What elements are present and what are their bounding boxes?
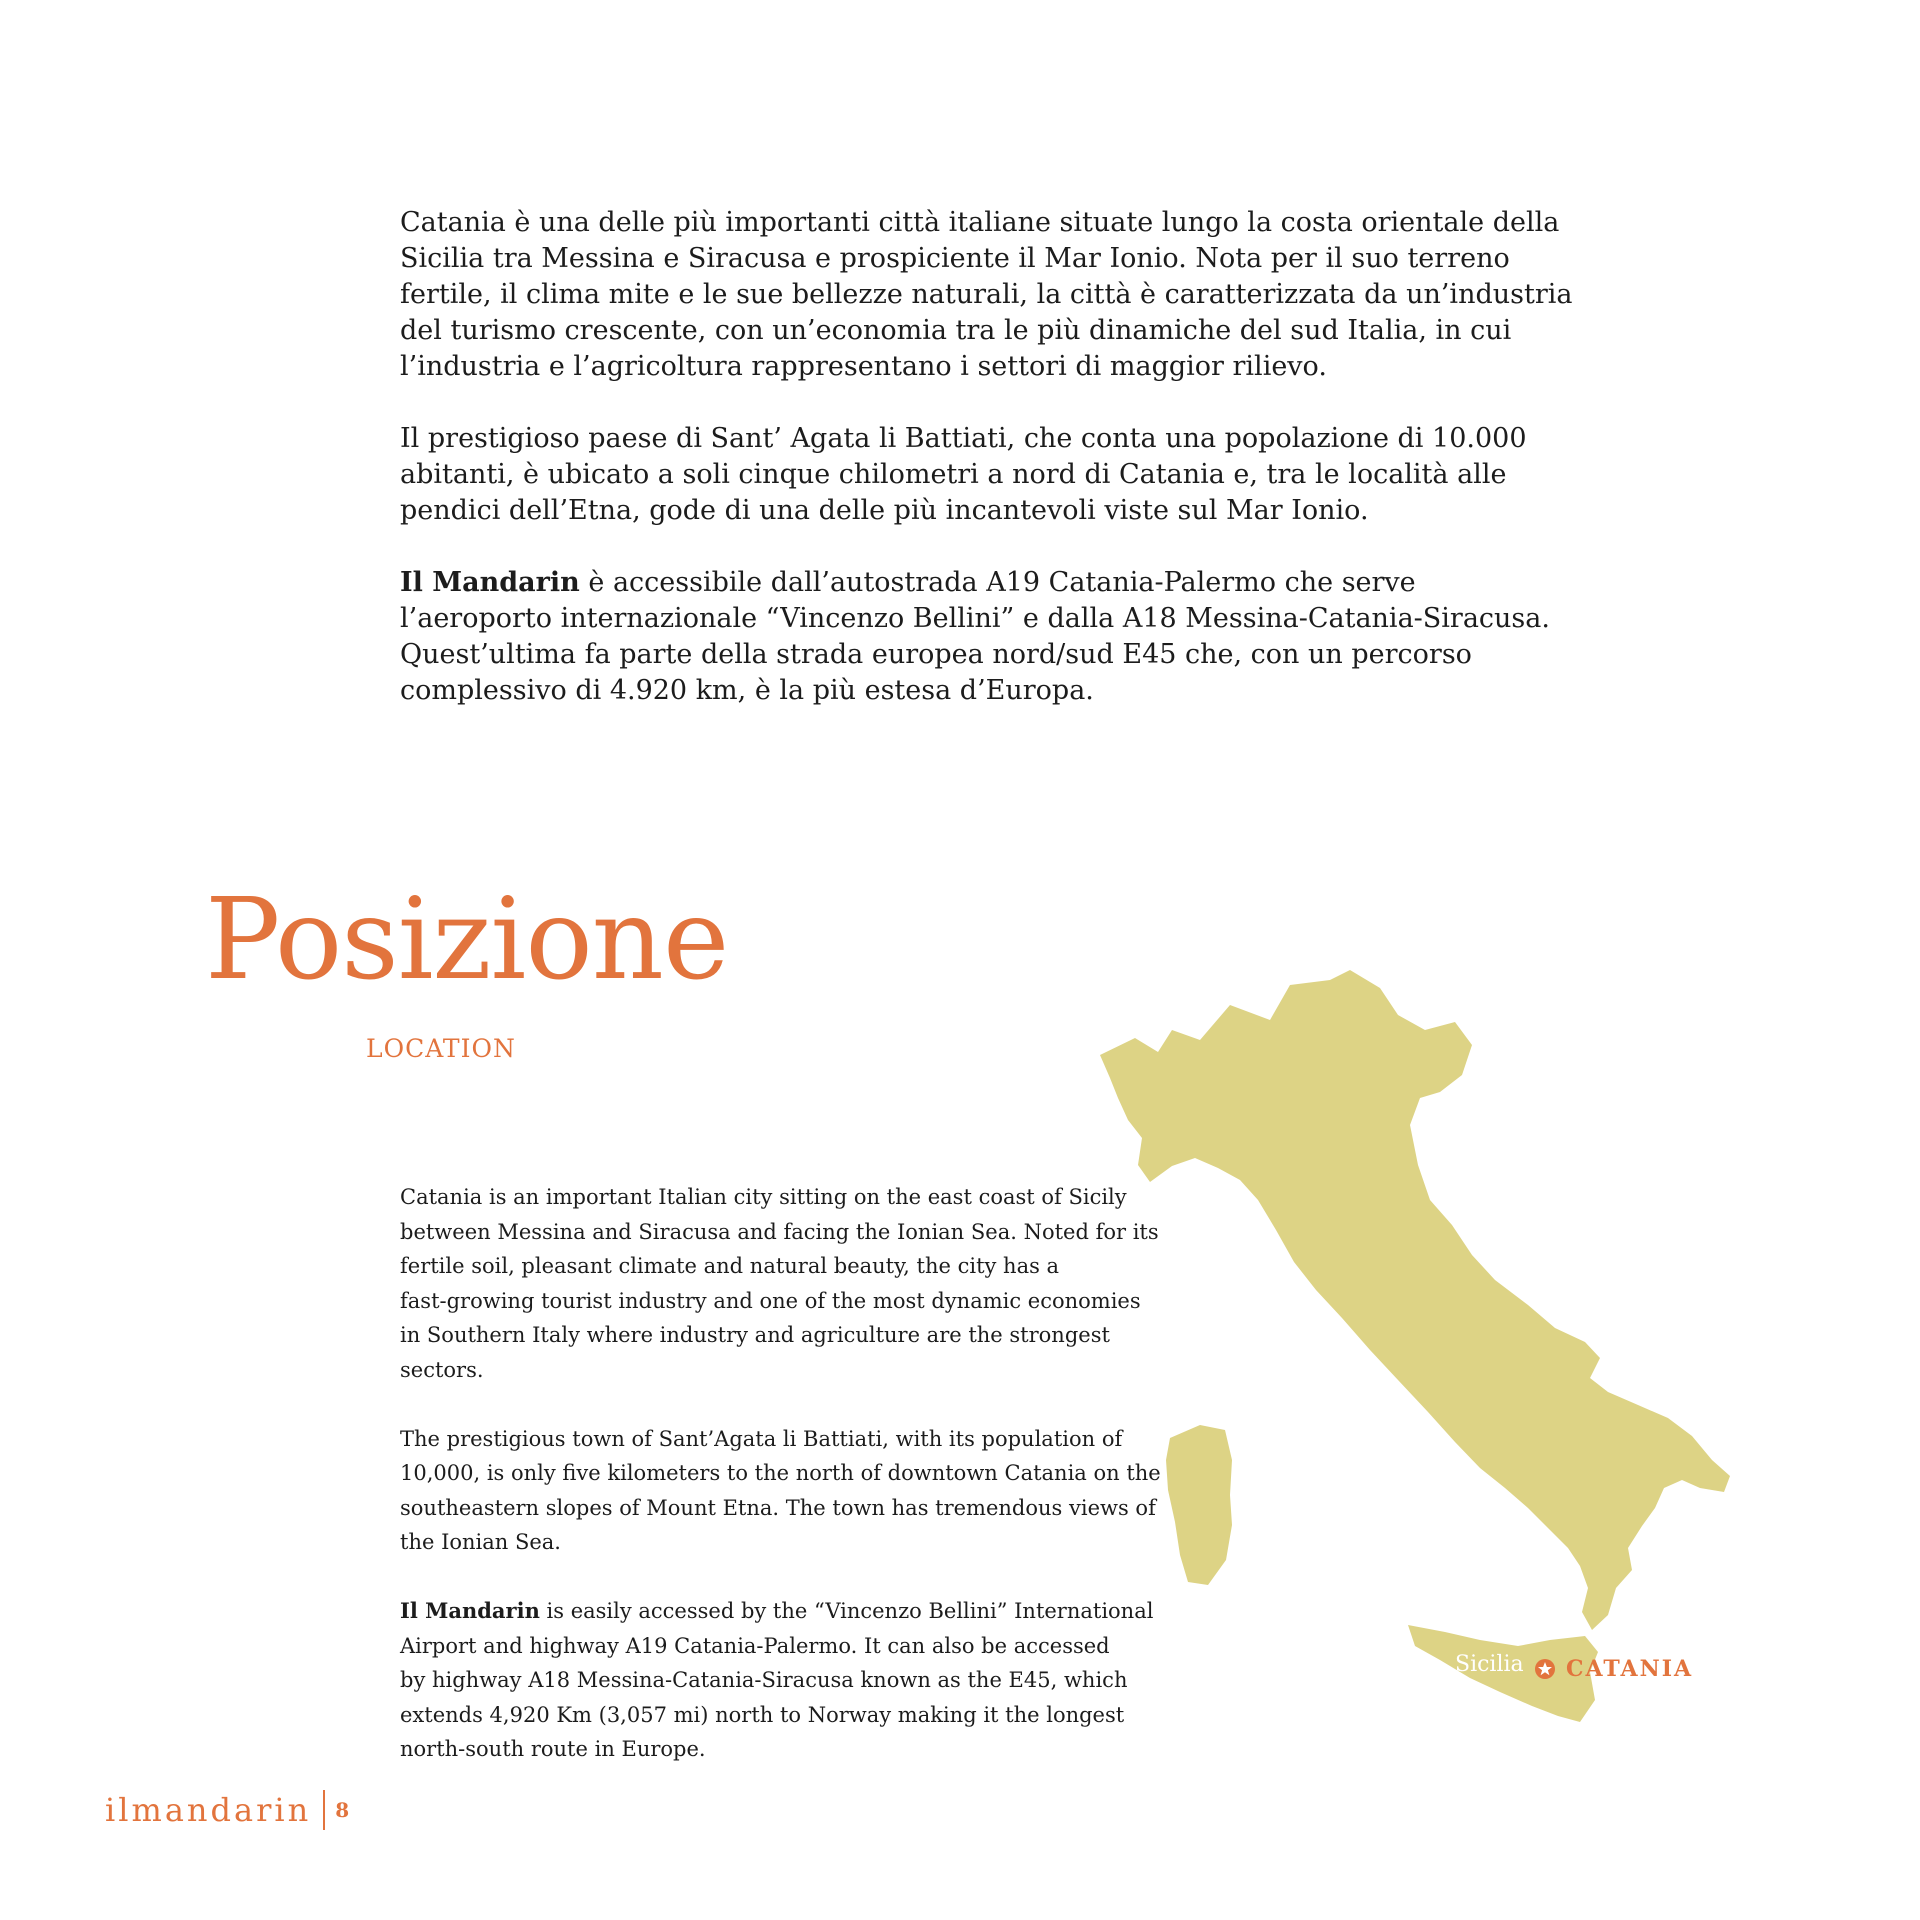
english-paragraph-1 xyxy=(400,1180,1159,1387)
text-line: Sicilia tra Messina e Siracusa e prospiciente il Mar Ionio. Nota per il suo terreno xyxy=(400,243,1510,274)
italian-paragraph-2 xyxy=(400,421,1527,529)
italian-text-block xyxy=(400,205,1573,745)
brand-name-bold: Il Mandarin xyxy=(400,567,580,598)
text-line: fertile soil, pleasant climate and natural beauty, the city has a xyxy=(400,1254,1060,1278)
text-line: l’industria e l’agricoltura rappresentano i settori di maggior rilievo. xyxy=(400,351,1327,382)
text-line: del turismo crescente, con un’economia tra le più dinamiche del sud Italia, in cui xyxy=(400,315,1512,346)
catania-label: CATANIA xyxy=(1566,1656,1694,1682)
text-line: l’aeroporto internazionale “Vincenzo Bellini” e dalla A18 Messina-Catania-Siracusa. xyxy=(400,603,1550,634)
text-line: north-south route in Europe. xyxy=(400,1737,706,1761)
section-title: Posizione xyxy=(205,875,729,1005)
text-line: Airport and highway A19 Catania-Palermo. It can also be accessed xyxy=(400,1633,1110,1658)
text-line: Il prestigioso paese di Sant’ Agata li Battiati, che conta una popolazione di 10.000 xyxy=(400,423,1527,454)
text-line: pendici dell’Etna, gode di una delle più incantevoli viste sul Mar Ionio. xyxy=(400,495,1369,526)
italian-paragraph-3 xyxy=(400,565,1550,709)
text-line: fertile, il clima mite e le sue bellezze naturali, la città è caratterizzata da un’industria xyxy=(400,279,1573,310)
italian-paragraph-1 xyxy=(400,205,1573,385)
text-line: Catania is an important Italian city sitting on the east coast of Sicily xyxy=(400,1185,1127,1209)
text-line xyxy=(400,565,1460,601)
english-paragraph-3 xyxy=(400,1594,1154,1767)
text-line: Catania è una delle più importanti città italiane situate lungo la costa orientale della xyxy=(400,207,1560,238)
text-line: the Ionian Sea. xyxy=(400,1530,561,1554)
text-line: complessivo di 4.920 km, è la più estesa d’Europa. xyxy=(400,675,1094,706)
text-run: è accessibile dall’autostrada A19 Catania-Palermo che serve xyxy=(579,567,1416,598)
sicilia-label: Sicilia xyxy=(1455,1652,1524,1677)
section-subtitle: LOCATION xyxy=(366,1034,516,1063)
page-number: 8 xyxy=(335,1798,350,1822)
text-line: Quest’ultima fa parte della strada europea nord/sud E45 che, con un percorso xyxy=(400,639,1472,670)
brand-wordmark: ilmandarin xyxy=(105,1791,312,1829)
text-line: sectors. xyxy=(400,1357,484,1382)
brand-name-bold: Il Mandarin xyxy=(400,1598,540,1623)
english-paragraph-2 xyxy=(400,1422,1161,1560)
text-line: The prestigious town of Sant’Agata li Battiati, with its population of xyxy=(400,1426,1123,1451)
page-footer xyxy=(105,1790,349,1830)
text-line: 10,000, is only five kilometers to the north of downtown Catania on the xyxy=(400,1461,1161,1485)
english-text-block xyxy=(400,1180,1161,1801)
text-line: extends 4,920 Km (3,057 mi) north to Norway making it the longest xyxy=(400,1702,1125,1727)
text-line: between Messina and Siracusa and facing the Ionian Sea. Noted for its xyxy=(400,1219,1159,1244)
text-run: is easily accessed by the “Vincenzo Bellini” International xyxy=(539,1599,1154,1623)
text-line: in Southern Italy where industry and agriculture are the strongest xyxy=(400,1323,1110,1347)
text-line: abitanti, è ubicato a soli cinque chilometri a nord di Catania e, tra le località alle xyxy=(400,459,1507,490)
text-line: fast-growing tourist industry and one of the most dynamic economies xyxy=(400,1288,1141,1313)
text-line: southeastern slopes of Mount Etna. The town has tremendous views of xyxy=(400,1495,1156,1520)
footer-divider xyxy=(323,1790,325,1830)
catania-star-icon xyxy=(1534,1658,1556,1680)
sardinia-shape xyxy=(1166,1425,1232,1585)
text-line xyxy=(400,1594,1154,1629)
text-line: by highway A18 Messina-Catania-Siracusa known as the E45, which xyxy=(400,1668,1128,1692)
italy-map xyxy=(1080,960,1760,1740)
